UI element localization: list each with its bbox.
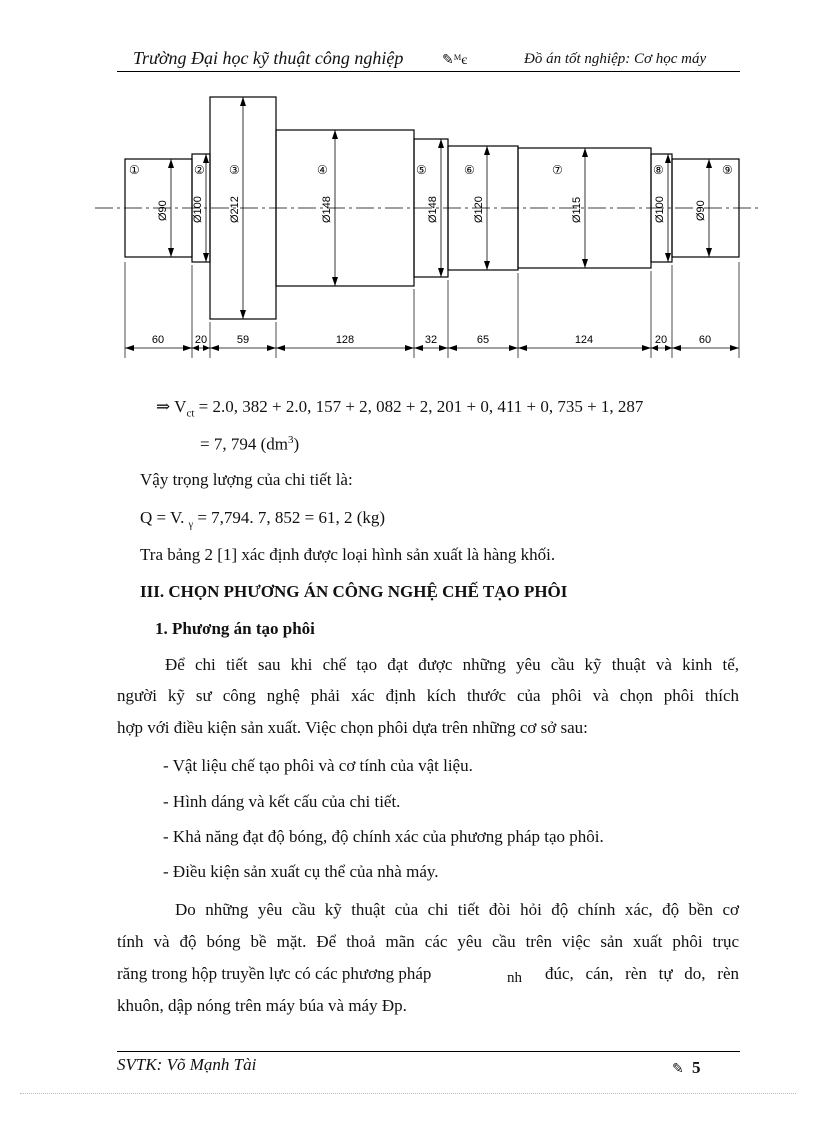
length-label-7: 124 (574, 334, 594, 346)
diameter-label-7: Ø115 (571, 196, 583, 223)
shaft-drawing (95, 90, 760, 365)
para1-line2: người kỹ sư công nghệ phải xác định kích thước của phôi và chọn phôi thích (117, 686, 739, 705)
bullet-item-1: - Vật liệu chế tạo phôi và cơ tính của vật liệu. (163, 756, 473, 775)
volume-unit-sup: 3 (287, 434, 294, 446)
volume-result-close: ) (293, 434, 300, 454)
section-label-2: ② (194, 163, 205, 177)
volume-subscript: ct (186, 407, 195, 420)
header-project: Đồ án tốt nghiệp: Cơ học máy (524, 51, 707, 67)
para2-line3b: đúc, cán, rèn tự do, rèn (545, 964, 739, 983)
diameter-label-4: Ø148 (321, 196, 333, 223)
length-label-1: 60 (151, 334, 165, 346)
length-label-2: 20 (194, 334, 208, 346)
diameter-label-9: Ø90 (695, 200, 707, 221)
diameter-label-8: Ø100 (654, 196, 666, 223)
volume-result-text: = 7, 794 (dm (200, 434, 288, 454)
section-label-1: ① (129, 163, 140, 177)
para2-line2: tính và độ bóng bề mặt. Để thoả mãn các yêu cầu trên việc sản xuất phôi trục (117, 932, 739, 951)
length-label-6: 65 (476, 334, 490, 346)
header-ornament: ✎ᴹє (442, 53, 468, 68)
weight-formula (140, 508, 385, 530)
weight-intro: Vậy trọng lượng của chi tiết là: (140, 470, 353, 489)
volume-formula (156, 397, 643, 419)
footer-rule (117, 1051, 740, 1052)
volume-expression: = 2.0, 382 + 2.0, 157 + 2, 082 + 2, 201 + 0, 411 + 0, 735 + 1, 287 (194, 397, 644, 416)
gamma-symbol: γ (188, 519, 194, 531)
diameter-label-5: Ø148 (427, 196, 439, 223)
weight-formula-a: Q = V. (140, 508, 189, 527)
length-label-4: 128 (335, 334, 355, 346)
page-number: 5 (692, 1058, 701, 1077)
header-rule (117, 71, 740, 72)
section-label-6: ⑥ (464, 163, 475, 177)
para2-nh-fragment: nh (507, 970, 522, 986)
section-label-5: ⑤ (416, 163, 427, 177)
footer-author: SVTK: Võ Mạnh Tài (117, 1055, 257, 1074)
section-label-7: ⑦ (552, 163, 563, 177)
length-label-9: 60 (698, 334, 712, 346)
bullet-item-3: - Khả năng đạt độ bóng, độ chính xác của phương pháp tạo phôi. (163, 827, 604, 846)
para2-line3a: răng trong hộp truyền lực có các phương pháp (117, 964, 432, 983)
length-label-3: 59 (236, 334, 250, 346)
section-label-3: ③ (229, 163, 240, 177)
diameter-label-1: Ø90 (157, 200, 169, 221)
section-label-4: ④ (317, 163, 328, 177)
pencil-icon: ✎ (672, 1062, 684, 1077)
length-label-5: 32 (424, 334, 438, 346)
volume-lhs: ⇒ V (156, 397, 187, 416)
para2-line4: khuôn, dập nóng trên máy búa và máy Đp. (117, 996, 407, 1015)
diameter-label-3: Ø212 (229, 196, 241, 223)
volume-result (200, 434, 299, 455)
para1-line3: hợp với điều kiện sản xuất. Việc chọn phôi dựa trên những cơ sở sau: (117, 718, 588, 737)
section-3-heading: III. CHỌN PHƯƠNG ÁN CÔNG NGHỆ CHẾ TẠO PHÔI (140, 582, 568, 601)
bullet-item-4: - Điều kiện sản xuất cụ thể của nhà máy. (163, 862, 439, 881)
subsection-1-heading: 1. Phương án tạo phôi (155, 619, 315, 638)
diameter-label-2: Ø100 (192, 196, 204, 223)
length-label-8: 20 (654, 334, 668, 346)
section-label-8: ⑧ (653, 163, 664, 177)
header-school: Trường Đại học kỹ thuật công nghiệp (133, 48, 404, 68)
section-label-9: ⑨ (722, 163, 733, 177)
page-bottom-border (20, 1093, 796, 1094)
para1-line1: Để chi tiết sau khi chế tạo đạt được những yêu cầu kỹ thuật và kinh tế, (165, 655, 739, 674)
para2-line1: Do những yêu cầu kỹ thuật của chi tiết đòi hỏi độ chính xác, độ bền cơ (175, 900, 739, 919)
weight-formula-b: = 7,794. 7, 852 = 61, 2 (kg) (193, 508, 386, 527)
bullet-item-2: - Hình dáng và kết cấu của chi tiết. (163, 792, 401, 811)
diameter-label-6: Ø120 (473, 196, 485, 223)
tra-bang-line: Tra bảng 2 [1] xác định được loại hình sản xuất là hàng khối. (140, 545, 556, 564)
